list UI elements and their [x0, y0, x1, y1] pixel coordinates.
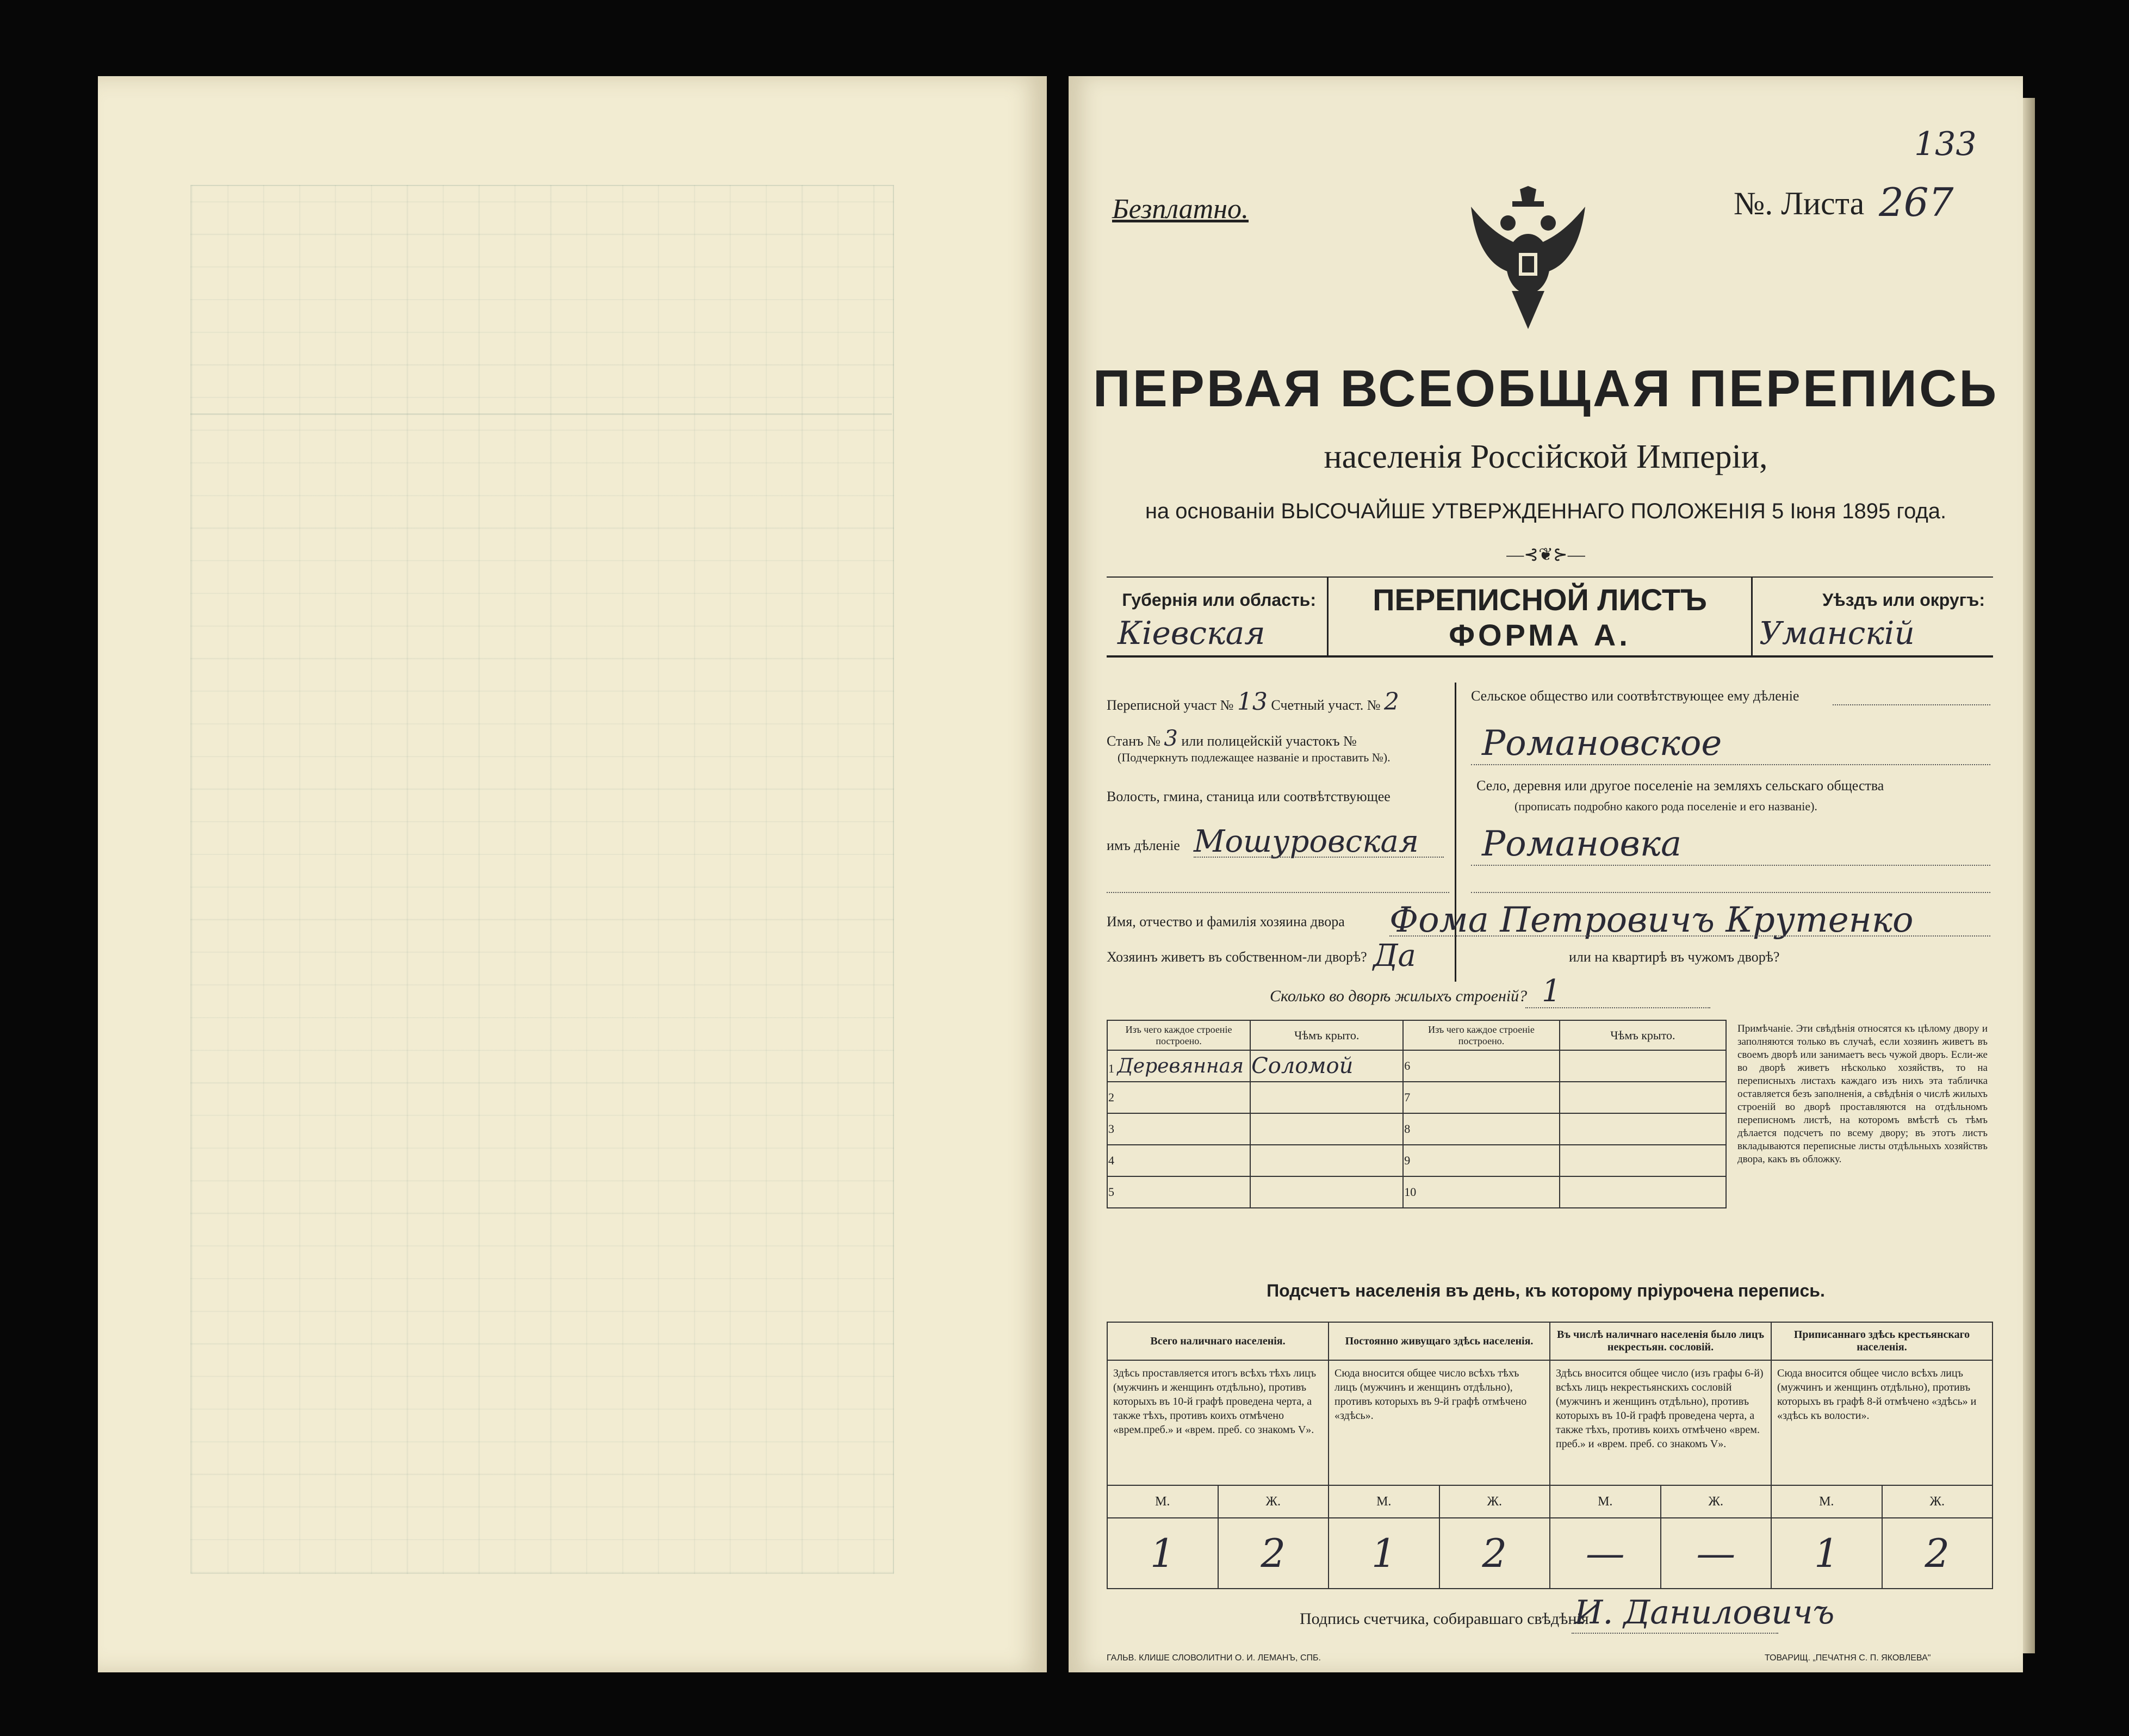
- page-title: ПЕРВАЯ ВСЕОБЩАЯ ПЕРЕПИСЬ: [1093, 359, 1999, 418]
- volost-line-2: [1107, 892, 1449, 893]
- table-row: [1107, 1113, 1726, 1145]
- roof-cell: [1250, 1176, 1403, 1208]
- uezd-value: Уманскій: [1759, 615, 1915, 652]
- police-label: или полицейскій участокъ №: [1181, 733, 1357, 749]
- row-number: 2: [1107, 1082, 1250, 1113]
- roof-cell: [1250, 1113, 1403, 1145]
- free-label: Безплатно.: [1112, 194, 1249, 225]
- owner-line: [1389, 935, 1990, 937]
- band-top-rule: [1107, 576, 1993, 578]
- buildings-line: [1525, 1007, 1710, 1008]
- society-line-1: [1833, 704, 1990, 705]
- m-label: М.: [1329, 1485, 1439, 1518]
- f-label: Ж.: [1882, 1485, 1993, 1518]
- peasant-f-value: 2: [1882, 1518, 1993, 1589]
- roof-header-left: Чѣмъ крыто.: [1250, 1020, 1403, 1050]
- count-desc-total: Здѣсь проставляется итогъ всѣхъ тѣхъ лицъ (мужчинъ и женщинъ отдѣльно), противъ которыхъ въ 10-й графѣ проведена черта, а также тѣхъ, противъ коихъ отмѣчено «врем.преб.» и «врем. преб. со знакомъ V».: [1107, 1360, 1329, 1485]
- volost-label-2: имъ дѣленіе: [1107, 838, 1180, 853]
- count-head-nonpeasant: Въ числѣ наличнаго населенія было лицъ некрестьян. сословій.: [1550, 1322, 1771, 1360]
- count-head-total: Всего наличнаго населенія.: [1107, 1322, 1329, 1360]
- form-title: ПЕРЕПИСНОЙ ЛИСТЪ: [1373, 582, 1707, 617]
- census-district-label: Переписной участ №: [1107, 697, 1234, 713]
- guberniya-label: Губернія или область:: [1122, 590, 1316, 610]
- owner-label: Имя, отчество и фамилія хозяина двора: [1107, 914, 1345, 929]
- material-header-left: Изъ чего каждое строеніе построено.: [1107, 1020, 1250, 1050]
- material-header-right: Изъ чего каждое строеніе построено.: [1403, 1020, 1560, 1050]
- show-through-header: [190, 185, 892, 415]
- lives-own-label: Хозяинъ живетъ въ собственном-ли дворѣ?: [1107, 949, 1367, 965]
- buildings-table: [1107, 1020, 1727, 1248]
- row-number: 7: [1403, 1082, 1560, 1113]
- volost-label: Волость, гмина, станица или соотвѣтствующее: [1107, 789, 1391, 804]
- roof-cell: [1560, 1050, 1726, 1082]
- total-m-value: 1: [1107, 1518, 1218, 1589]
- imperial-eagle-emblem: [1460, 185, 1596, 337]
- table-row: [1107, 1176, 1726, 1208]
- nonpeasant-f-value: —: [1661, 1518, 1772, 1589]
- sheet-number-value: 267: [1879, 179, 1954, 225]
- volost-value: Мошуровская: [1194, 824, 1419, 859]
- row-number: 10: [1403, 1176, 1560, 1208]
- row-number: 4: [1107, 1145, 1250, 1176]
- roof-value: Соломой: [1250, 1050, 1403, 1082]
- uezd-label: Уѣздъ или округъ:: [1822, 590, 1985, 610]
- total-f-value: 2: [1218, 1518, 1329, 1589]
- f-label: Ж.: [1439, 1485, 1550, 1518]
- census-district-value: 13: [1237, 688, 1268, 716]
- m-label: М.: [1550, 1485, 1661, 1518]
- row-number: 1: [1108, 1061, 1114, 1075]
- material-value: Деревянная: [1117, 1055, 1244, 1077]
- peasant-m-value: 1: [1771, 1518, 1882, 1589]
- stan-note: (Подчеркнуть подлежащее названіе и проставить №).: [1118, 751, 1391, 764]
- stan-label: Станъ №: [1107, 733, 1160, 749]
- legal-basis: на основаніи ВЫСОЧАЙШЕ УТВЕРЖДЕННАГО ПОЛОЖЕНІЯ 5 Іюня 1895 года.: [1145, 499, 1947, 523]
- archive-number: 133: [1914, 125, 1977, 163]
- count-desc-peasant: Сюда вносится общее число всѣхъ лицъ (мужчинъ и женщинъ отдѣльно), противъ которыхъ въ графѣ 8-й отмѣчено «здѣсь» и «здѣсь къ волости».: [1771, 1360, 1993, 1485]
- village-line-2: [1471, 892, 1990, 893]
- roof-cell: [1560, 1113, 1726, 1145]
- f-label: Ж.: [1218, 1485, 1329, 1518]
- count-district-value: 2: [1384, 688, 1400, 716]
- sheet-number-label: №. Листа: [1734, 185, 1865, 221]
- table-row: [1107, 1145, 1726, 1176]
- band-divider-right: [1751, 576, 1753, 655]
- roof-cell: [1250, 1082, 1403, 1113]
- volost-line: [1194, 857, 1444, 858]
- count-table: [1107, 1322, 1993, 1589]
- table-row: [1107, 1050, 1726, 1082]
- signature-value: И. Даниловичъ: [1574, 1594, 1835, 1632]
- row-number: 5: [1107, 1176, 1250, 1208]
- buildings-note: Примѣчаніе. Эти свѣдѣнія относятся къ цѣлому двору и заполняются только въ случаѣ, если хозяинъ живетъ въ своемъ дворѣ или занимаетъ весь чужой дворъ. Если-же во дворѣ живетъ нѣсколько хозяйствъ, то на переписныхъ листахъ каждаго изъ нихъ эта табличка оставляется безъ заполненія, а свѣдѣнія о числѣ жилыхъ строеній во дворѣ проставляются на отдѣльномъ переписномъ листѣ, на которомъ вмѣстѣ съ тѣмъ дѣлается подсчетъ по всему двору; въ этотъ листъ вкладываются переписные листы отдѣльныхъ хозяйствъ двора, какъ въ обложку.: [1737, 1023, 1988, 1165]
- nonpeasant-m-value: —: [1550, 1518, 1661, 1589]
- lives-own-value: Да: [1373, 938, 1416, 974]
- ornament-divider: —⊰❦⊱—: [1506, 544, 1585, 564]
- buildings-value: 1: [1542, 974, 1561, 1009]
- row-number: 9: [1403, 1145, 1560, 1176]
- form-subtitle: ФОРМА А.: [1449, 618, 1631, 652]
- count-title: Подсчетъ населенія въ день, къ которому пріурочена перепись.: [1267, 1281, 1825, 1300]
- imprint-left: ГАЛЬВ. КЛИШЕ СЛОВОЛИТНИ О. И. ЛЕМАНЪ, СПБ.: [1107, 1653, 1321, 1663]
- society-value: Романовское: [1482, 723, 1722, 764]
- permanent-f-value: 2: [1439, 1518, 1550, 1589]
- page-subtitle: населенія Россійской Имперіи,: [1324, 438, 1768, 475]
- village-label: Село, деревня или другое поселеніе на земляхъ сельскаго общества: [1476, 778, 1884, 793]
- roof-cell: [1560, 1145, 1726, 1176]
- roof-cell: [1560, 1176, 1726, 1208]
- village-note: (прописать подробно какого рода поселеніе и его названіе).: [1514, 799, 1817, 813]
- m-label: М.: [1771, 1485, 1882, 1518]
- signature-label: Подпись счетчика, собиравшаго свѣдѣнія: [1300, 1610, 1589, 1628]
- row-number: 6: [1403, 1050, 1560, 1082]
- count-desc-nonpeasant: Здѣсь вносится общее число (изъ графы 6-й) всѣхъ лицъ некрестьянскихъ сословій (мужчинъ и женщинъ отдѣльно), противъ которыхъ въ 10-й графѣ проведена черта, а также тѣхъ, противъ коихъ отмѣчено «врем. преб.» и «врем. преб. со знакомъ V».: [1550, 1360, 1771, 1485]
- imprint-right: ТОВАРИЩ. „ПЕЧАТНЯ С. П. ЯКОВЛЕВА": [1765, 1653, 1931, 1663]
- count-district-label: Счетный участ. №: [1271, 697, 1381, 713]
- signature-line: [1572, 1633, 1778, 1634]
- society-label: Сельское общество или соотвѣтствующее ему дѣленіе: [1471, 688, 1799, 704]
- count-head-permanent: Постоянно живущаго здѣсь населенія.: [1329, 1322, 1550, 1360]
- page-stack-edge: [2023, 98, 2035, 1653]
- guberniya-value: Кіевская: [1118, 615, 1265, 652]
- m-label: М.: [1107, 1485, 1218, 1518]
- count-head-peasant: Приписаннаго здѣсь крестьянскаго населенія.: [1771, 1322, 1993, 1360]
- table-row: [1107, 1082, 1726, 1113]
- row-number: 3: [1107, 1113, 1250, 1145]
- village-value: Романовка: [1482, 824, 1682, 864]
- village-line-1: [1471, 865, 1990, 866]
- stan-value: 3: [1164, 726, 1178, 751]
- count-desc-permanent: Сюда вносится общее число всѣхъ тѣхъ лицъ (мужчинъ и женщинъ отдѣльно), противъ которыхъ въ 9-й графѣ отмѣчено «здѣсь».: [1329, 1360, 1550, 1485]
- roof-cell: [1250, 1145, 1403, 1176]
- row-number: 8: [1403, 1113, 1560, 1145]
- f-label: Ж.: [1661, 1485, 1772, 1518]
- buildings-label: Сколько во дворѣ жилыхъ строеній?: [1270, 987, 1528, 1005]
- roof-header-right: Чѣмъ крыто.: [1560, 1020, 1726, 1050]
- left-page: [98, 76, 1047, 1672]
- permanent-m-value: 1: [1329, 1518, 1439, 1589]
- lives-other-label: или на квартирѣ въ чужомъ дворѣ?: [1569, 949, 1780, 965]
- roof-cell: [1560, 1082, 1726, 1113]
- census-form-page: [1069, 76, 2023, 1672]
- society-line-2: [1471, 764, 1990, 765]
- owner-value: Фома Петровичъ Крутенко: [1389, 900, 1914, 940]
- band-bottom-rule: [1107, 655, 1993, 658]
